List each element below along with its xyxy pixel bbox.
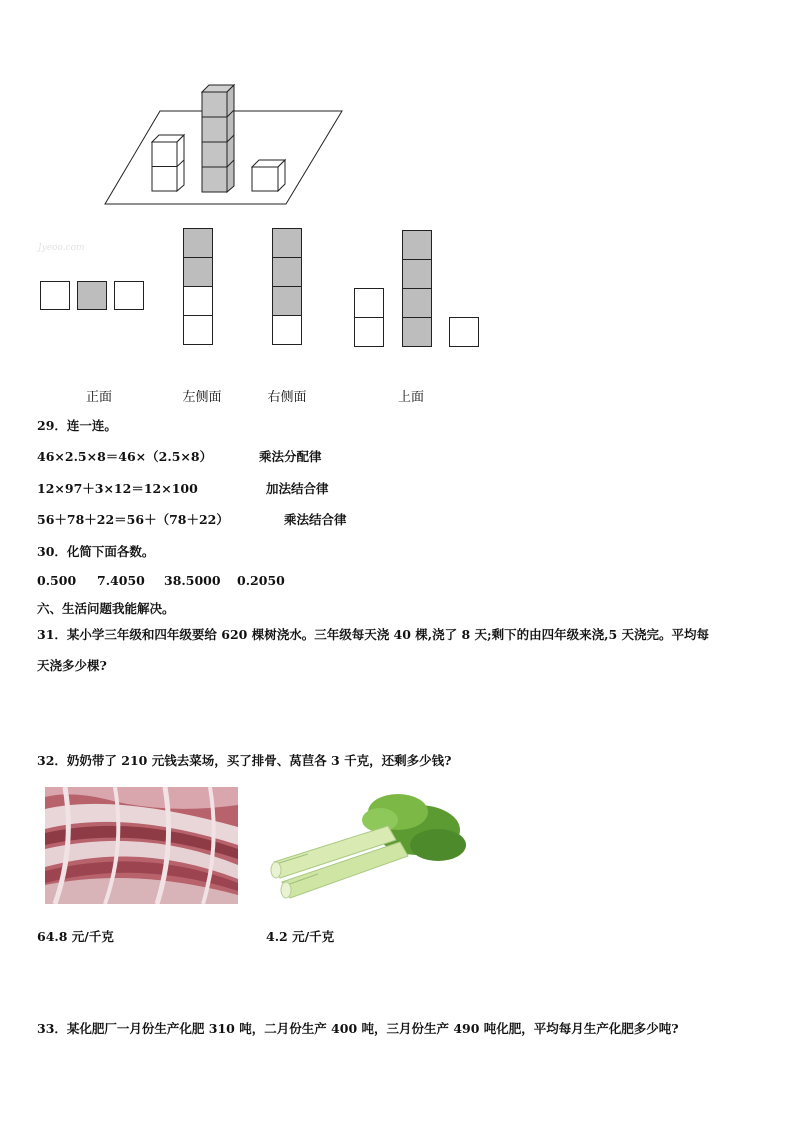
right-view-square (272, 228, 302, 258)
lettuce-image (268, 790, 468, 905)
watermark: Jyeoo.com (38, 243, 85, 253)
label-left: 左侧面 (182, 390, 222, 405)
ribs-image (45, 787, 238, 904)
q30-number: 0.500 (37, 573, 77, 588)
right-view-square (272, 286, 302, 316)
label-right: 右侧面 (267, 390, 307, 405)
right-view-square (272, 315, 302, 345)
top-view-square (354, 288, 384, 318)
q29-title: 29．连一连。 (37, 418, 117, 433)
lettuce-price: 4.2 元/千克 (266, 929, 335, 944)
q31-text-line1: 31．某小学三年级和四年级要给 620 棵树浇水。三年级每天浇 40 棵,浇了 8 天;剩下的由四年级来浇,5 天浇完。平均每 (37, 627, 710, 642)
top-view-square (402, 259, 432, 289)
q30-number: 7.4050 (97, 573, 145, 588)
ribs-price: 64.8 元/千克 (37, 929, 114, 944)
label-front: 正面 (85, 390, 112, 405)
q30-number: 0.2050 (237, 573, 285, 588)
left-view-square (183, 257, 213, 287)
top-view-square (354, 317, 384, 347)
left-view-square (183, 315, 213, 345)
q33-text: 33．某化肥厂一月份生产化肥 310 吨，二月份生产 400 吨，三月份生产 490 吨化肥，平均每月生产化肥多少吨? (37, 1021, 679, 1036)
front-view-square (114, 281, 144, 310)
q29-law: 乘法结合律 (284, 512, 347, 527)
q29-expression: 56＋78＋22＝56＋（78＋22） (37, 512, 229, 527)
left-view-square (183, 286, 213, 316)
q29-law: 乘法分配律 (259, 449, 322, 464)
cube-figure (100, 80, 350, 210)
q29-expression: 12×97＋3×12＝12×100 (37, 481, 198, 496)
section6-title: 六、生活问题我能解决。 (37, 601, 175, 616)
q29-law: 加法结合律 (266, 481, 329, 496)
top-view-square (402, 230, 432, 260)
label-top: 上面 (397, 390, 424, 405)
q30-number: 38.5000 (164, 573, 221, 588)
left-view-square (183, 228, 213, 258)
right-view-square (272, 257, 302, 287)
q32-text: 32．奶奶带了 210 元钱去菜场，买了排骨、莴苣各 3 千克，还剩多少钱? (37, 753, 452, 768)
q29-expression: 46×2.5×8＝46×（2.5×8） (37, 449, 213, 464)
q31-text-line2: 天浇多少棵? (37, 658, 107, 673)
front-view-square (77, 281, 107, 310)
cube-stack-middle (202, 85, 234, 192)
front-view-square (40, 281, 70, 310)
top-view-square (402, 317, 432, 347)
q30-title: 30．化简下面各数。 (37, 544, 155, 559)
top-view-square (402, 288, 432, 318)
top-view-square (449, 317, 479, 347)
cube-single-right (252, 160, 285, 191)
cube-stack-left (152, 135, 184, 191)
